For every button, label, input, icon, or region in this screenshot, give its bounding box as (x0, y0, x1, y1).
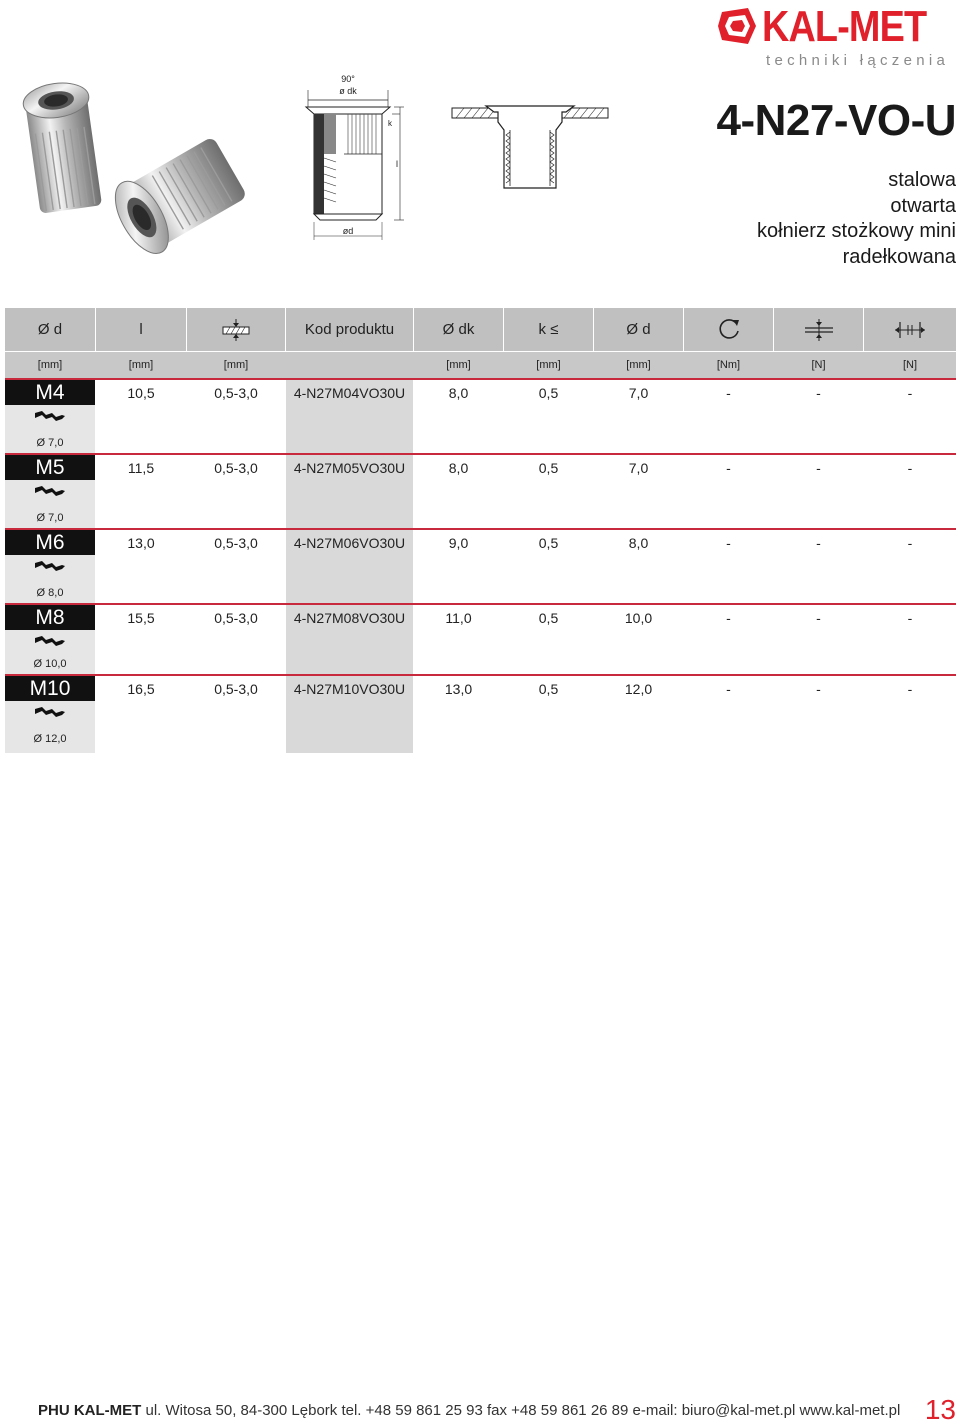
cell-head-diameter: 8,0 (448, 459, 469, 476)
logo-hex-nut-icon (718, 6, 758, 46)
drill-bit-icon (34, 410, 66, 422)
unit-length: [mm] (128, 359, 154, 371)
cell-grip-range: 0,5-3,0 (214, 534, 258, 551)
unit-grip-range: [mm] (223, 359, 249, 371)
drill-diameter: Ø 10,0 (33, 658, 67, 670)
cell-grip-range: 0,5-3,0 (214, 384, 258, 401)
cell-shear-force: - (816, 680, 821, 697)
product-photo (18, 70, 248, 260)
thread-size: M10 (5, 676, 95, 701)
company-logo (718, 2, 956, 69)
cell-head-diameter: 9,0 (448, 534, 469, 551)
flange-height-label: k (388, 119, 392, 128)
drill-bit-icon (34, 706, 66, 718)
cell-tensile-force: - (907, 459, 913, 476)
cell-length: 11,5 (127, 459, 155, 476)
cell-shear-force: - (816, 459, 821, 476)
header-shear-force (774, 308, 863, 351)
length-label: l (396, 159, 398, 169)
cell-grip-range: 0,5-3,0 (214, 609, 258, 626)
feature-surface: radełkowana (842, 245, 956, 268)
head-diameter-label: ø dk (339, 86, 357, 96)
thread-size: M6 (5, 530, 95, 555)
cell-tensile-force: - (907, 384, 913, 401)
cell-product-code: 4-N27M08VO30U (293, 609, 406, 626)
header-grip-range (187, 308, 285, 351)
cell-hole-diameter: 7,0 (628, 384, 649, 401)
thread-size: M4 (5, 380, 95, 405)
drill-bit-icon (34, 485, 66, 497)
thread-size: M8 (5, 605, 95, 630)
thread-size: M5 (5, 455, 95, 480)
cell-product-code: 4-N27M04VO30U (293, 384, 406, 401)
tensile-force-icon (894, 318, 926, 342)
feature-flange: kołnierz stożkowy mini (757, 220, 956, 242)
unit-flange-height: [mm] (536, 359, 561, 371)
shank-diameter-label: ød (342, 226, 354, 236)
feature-material: stalowa (888, 169, 956, 191)
installation-drawing (450, 100, 610, 195)
grip-range-icon (221, 318, 251, 342)
footer-company: PHU KAL-MET (38, 1402, 142, 1419)
cell-tensile-force: - (907, 609, 913, 626)
torque-icon (716, 317, 742, 343)
cell-product-code: 4-N27M06VO30U (293, 534, 406, 551)
cell-torque: - (726, 534, 731, 551)
unit-hole-diameter: [mm] (626, 359, 651, 371)
cell-length: 10,5 (127, 384, 155, 401)
cell-hole-diameter: 10,0 (624, 609, 653, 626)
header-flange-height: k ≤ (504, 308, 593, 351)
cell-shear-force: - (816, 534, 821, 551)
cell-grip-range: 0,5-3,0 (214, 680, 258, 697)
cell-flange-height: 0,5 (538, 459, 559, 476)
cell-shear-force: - (816, 384, 821, 401)
units-row (5, 352, 956, 378)
unit-head-diameter: [mm] (446, 359, 471, 371)
unit-torque: [Nm] (716, 359, 741, 371)
header-thread-diameter: Ø d (5, 308, 95, 351)
cell-head-diameter: 13,0 (444, 680, 473, 697)
cell-flange-height: 0,5 (538, 534, 559, 551)
footer-contact (38, 1402, 900, 1419)
drill-diameter: Ø 12,0 (33, 733, 67, 745)
spec-table (5, 308, 956, 753)
header-head-diameter: Ø dk (414, 308, 503, 351)
cell-head-diameter: 11,0 (445, 609, 472, 626)
drill-diameter: Ø 7,0 (36, 437, 64, 449)
angle-label: 90° (341, 74, 355, 84)
unit-thread-diameter: [mm] (37, 359, 63, 371)
cell-length: 16,5 (127, 680, 155, 697)
cell-flange-height: 0,5 (538, 680, 559, 697)
drill-diameter: Ø 8,0 (36, 587, 64, 599)
cell-tensile-force: - (907, 680, 913, 697)
cell-hole-diameter: 12,0 (624, 680, 653, 697)
cell-torque: - (726, 609, 731, 626)
cell-length: 15,5 (127, 609, 155, 626)
cell-shear-force: - (816, 609, 821, 626)
cell-hole-diameter: 7,0 (628, 459, 649, 476)
header-torque (684, 308, 773, 351)
product-features (757, 168, 956, 270)
header-tensile-force (864, 308, 956, 351)
logo-tagline: techniki łączenia (766, 52, 950, 69)
drill-bit-icon (34, 635, 66, 647)
product-code-title: 4-N27-VO-U (716, 96, 956, 145)
cell-tensile-force: - (907, 534, 913, 551)
cell-torque: - (726, 680, 731, 697)
header-product-code: Kod produktu (286, 308, 413, 351)
footer-address: ul. Witosa 50, 84-300 Lębork tel. +48 59 861 25 93 fax +48 59 861 26 89 e-mail: biuro@kal-met.pl www.kal-met.pl (145, 1402, 901, 1419)
page-number: 13 (924, 1394, 956, 1425)
drill-bit-icon (34, 560, 66, 572)
unit-product-code (286, 352, 413, 378)
dimension-drawing (300, 72, 415, 242)
cell-torque: - (726, 384, 731, 401)
cell-head-diameter: 8,0 (448, 384, 469, 401)
cell-grip-range: 0,5-3,0 (214, 459, 258, 476)
cell-hole-diameter: 8,0 (628, 534, 649, 551)
table-header-row (5, 308, 956, 351)
shear-force-icon (803, 318, 835, 342)
cell-torque: - (726, 459, 731, 476)
cell-product-code: 4-N27M05VO30U (293, 459, 406, 476)
header-hole-diameter: Ø d (594, 308, 683, 351)
unit-tensile-force: [N] (902, 359, 918, 371)
cell-flange-height: 0,5 (538, 609, 559, 626)
feature-type: otwarta (890, 194, 956, 217)
logo-wordmark: KAL-MET (762, 2, 927, 51)
cell-length: 13,0 (127, 534, 155, 551)
unit-shear-force: [N] (811, 359, 826, 371)
cell-product-code: 4-N27M10VO30U (293, 680, 406, 697)
cell-flange-height: 0,5 (538, 384, 559, 401)
header-length: l (96, 308, 186, 351)
drill-diameter: Ø 7,0 (36, 512, 64, 524)
